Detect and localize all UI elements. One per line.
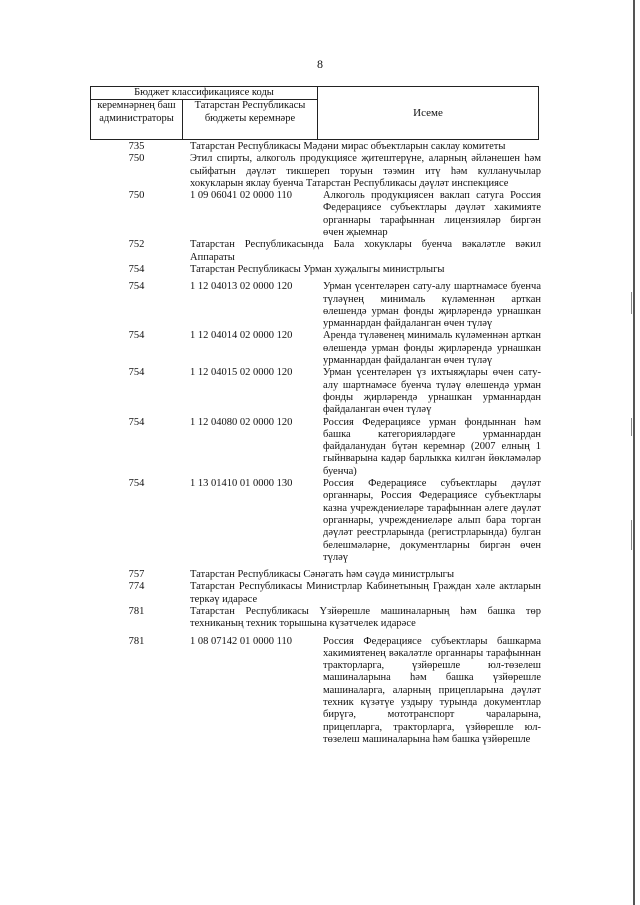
budget-code: 1 12 04080 02 0000 120	[190, 416, 293, 428]
admin-code: 754	[128, 367, 145, 379]
admin-code: 754	[128, 263, 145, 275]
scan-mark	[631, 292, 632, 314]
revenue-name: Урман үсентеләрен сату-алу шартнамәсе буенча түләүнең минималь күләменнән арткан өлешендә урман фонды җирләрендә урнашкан урманнардан файдаланган өчен түләү	[323, 281, 541, 330]
admin-code: 750	[128, 190, 145, 202]
revenue-name: Алкоголь продукциясен ваклап сатуга Россия Федерациясе субъектлары дәүләт хакимияте органнары тарафыннан лицензияләр биргән өчен җыемнар	[323, 190, 541, 239]
admin-code: 735	[128, 141, 145, 152]
table-row	[90, 141, 560, 153]
table-row	[90, 417, 560, 478]
admin-code: 754	[128, 330, 145, 342]
admin-code: 754	[128, 478, 145, 490]
admin-code: 781	[128, 635, 145, 647]
budget-code: 1 13 01410 01 0000 130	[190, 478, 293, 490]
entity-name: Татарстан Республикасы Министрлар Кабинетының Граждан хәле актларын теркәү идарәсе	[190, 581, 541, 605]
table-row	[90, 281, 560, 330]
table-row	[90, 478, 560, 564]
header-budget-cell	[182, 99, 318, 140]
revenue-name: Урман үсентеләрен үз ихтыяҗлары өчен сату-алу шартнамәсе буенча түләү өлешендә урман фонды җирләрендә урнашкан урманнардан файдаланган өчен түләү	[323, 367, 541, 416]
revenue-name: Аренда түләвенең минималь күләменнән арткан өлешендә урман фонды җирләрендә урнашкан урманнардан файдаланган өчен түләү	[323, 330, 541, 367]
revenue-name: Россия Федерациясе урман фондыннан һәм башка категорияләрдәге урманнардан файдаланудан бүтән керемнәр (2007 елның 1 гыйнварына кадәр барлыкка килгән йөкләмәләр буенча)	[323, 416, 541, 477]
table-row	[90, 153, 560, 190]
scan-mark	[631, 418, 632, 436]
entity-name: Татарстан Республикасы Мәдәни мирас объектларын саклау комитеты	[190, 141, 506, 152]
entity-name: Татарстан Республикасында Бала хокуклары буенча вәкаләтле вәкил Аппараты	[190, 239, 541, 263]
table-row	[90, 636, 560, 747]
header-name-label: Исеме	[413, 106, 443, 119]
revenue-name: Россия Федерациясе субъектлары дәүләт органнары, Россия Федерациясе субъектлары казна учреждениеләре тарафыннан әлеге дәүләт органнары, учреждениеләре алып бара торган дәүләт реестрларында (регистрларында) булган белешмәләрне, документларны биргән өчен түләү	[323, 478, 541, 563]
admin-code: 757	[128, 569, 145, 581]
header-budget-label: Татарстан Республикасы бюджеты керемнәре	[194, 100, 306, 124]
table-row	[90, 190, 560, 239]
table-body	[90, 141, 560, 746]
admin-code: 750	[128, 153, 145, 165]
header-group-label: Бюджет классификациясе коды	[134, 87, 274, 98]
revenue-name: Россия Федерациясе субъектлары башкарма хакимиятенең вәкаләтле органнары тарафыннан тракторларга, үзйөрешле юл-төзелеш машиналарына һәм башка үзйөрешле машиналарга, аларның прицепларына дәүләт техник күзәтүе уздыру турында документлар бирүгә, мототранспорт чараларына, прицепларга, тракторларга, үзйөрешле юл-төзелеш машиналарына һәм башка үзйөрешле	[323, 635, 541, 745]
admin-code: 781	[128, 605, 145, 617]
budget-code: 1 12 04013 02 0000 120	[190, 281, 293, 293]
header-group-cell	[90, 86, 318, 100]
scan-mark	[631, 520, 632, 550]
header-admin-label: керемнәрнең баш администраторы	[97, 100, 176, 124]
budget-code: 1 12 04015 02 0000 120	[190, 367, 293, 379]
budget-code: 1 09 06041 02 0000 110	[190, 190, 292, 202]
budget-code: 1 08 07142 01 0000 110	[190, 635, 292, 647]
table-row	[90, 367, 560, 416]
entity-name: Этил спирты, алкоголь продукциясе җитештерүне, аларның әйләнешен һәм сыйфатын дәүләт тикшереп торуын тәэмин итү һәм кулланучылар хокукларын яклау буенча Татарстан Республикасы дәүләт инспекциясе	[190, 153, 541, 189]
admin-code: 774	[128, 581, 145, 593]
table-row	[90, 330, 560, 367]
entity-name: Татарстан Республикасы Урман хуҗалыгы министрлыгы	[190, 263, 445, 275]
table-row	[90, 606, 560, 631]
header-name-cell	[317, 86, 539, 140]
table-row	[90, 239, 560, 264]
table-row	[90, 264, 560, 276]
table-row	[90, 569, 560, 581]
header-admin-cell	[90, 99, 183, 140]
admin-code: 754	[128, 281, 145, 293]
admin-code: 754	[128, 416, 145, 428]
admin-code: 752	[128, 239, 145, 251]
page-edge	[633, 0, 635, 905]
budget-code: 1 12 04014 02 0000 120	[190, 330, 293, 342]
table-row	[90, 581, 560, 606]
entity-name: Татарстан Республикасы Сәнәгать һәм сәүдә министрлыгы	[190, 569, 455, 581]
entity-name: Татарстан Республикасы Үзйөрешле машиналарның һәм башка төр техниканың техник торышына күзәтчелек идарәсе	[190, 605, 541, 630]
page-number: 8	[317, 57, 323, 71]
